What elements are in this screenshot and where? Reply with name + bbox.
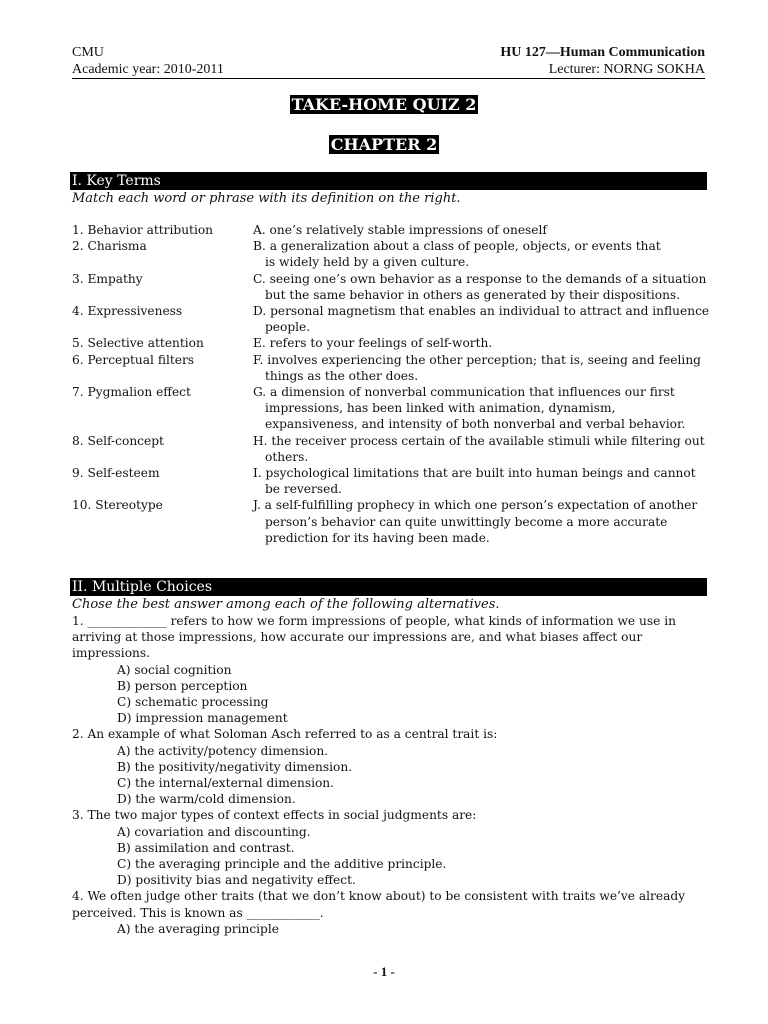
definition-line: people. xyxy=(265,320,311,335)
header-divider xyxy=(72,78,705,79)
page-number: - 1 - xyxy=(373,964,395,979)
question-3 xyxy=(72,807,702,888)
key-term: 7. Pygmalion effect xyxy=(72,385,191,400)
definition-line: be reversed. xyxy=(265,482,342,497)
answer-option: A) the averaging principle xyxy=(117,921,279,936)
section-heading-key-terms: I. Key Terms xyxy=(70,172,707,190)
definition-line: prediction for its having been made. xyxy=(265,530,490,545)
answer-option: C) the averaging principle and the additive principle. xyxy=(117,857,447,872)
definition xyxy=(253,384,722,433)
definition xyxy=(253,335,722,351)
quiz-title xyxy=(0,95,768,114)
answer-option: C) the internal/external dimension. xyxy=(117,776,335,791)
section-instruction-multiple-choices: Chose the best answer among each of the following alternatives. xyxy=(72,597,500,612)
key-term: 6. Perceptual filters xyxy=(72,352,195,367)
definition-line: others. xyxy=(265,449,309,464)
academic-year: Academic year: 2010-2011 xyxy=(72,62,224,77)
answer-option: A) social cognition xyxy=(117,662,232,677)
definition-line: person’s behavior can quite unwittingly become a more accurate xyxy=(265,514,668,529)
course-title: HU 127—Human Communication xyxy=(500,45,705,60)
chapter-title xyxy=(0,135,768,154)
definition xyxy=(253,271,722,303)
key-term-row xyxy=(72,238,722,270)
definition xyxy=(253,222,722,238)
key-term: 2. Charisma xyxy=(72,239,147,254)
definition-line: G. a dimension of nonverbal communication that influences our first xyxy=(253,385,675,400)
question-text: 4. We often judge other traits (that we don’t know about) to be consistent with traits we’ve already xyxy=(72,889,686,904)
definition-line: but the same behavior in others as generated by their dispositions. xyxy=(265,287,681,302)
key-term-row xyxy=(72,352,722,384)
key-term: 1. Behavior attribution xyxy=(72,223,214,237)
institution: CMU xyxy=(72,45,104,60)
key-term-row xyxy=(72,222,722,238)
definition-line: is widely held by a given culture. xyxy=(265,255,470,270)
question-text: 3. The two major types of context effects in social judgments are: xyxy=(72,808,477,823)
definition xyxy=(253,352,722,384)
question-2 xyxy=(72,726,702,807)
definition-line: expansiveness, and intensity of both nonverbal and verbal behavior. xyxy=(265,417,686,432)
key-term-row xyxy=(72,335,722,351)
question-text: impressions. xyxy=(72,646,151,661)
key-term: 4. Expressiveness xyxy=(72,304,183,319)
question-text: 2. An example of what Soloman Asch referred to as a central trait is: xyxy=(72,727,498,742)
answer-option: B) assimilation and contrast. xyxy=(117,840,295,855)
answer-option: C) schematic processing xyxy=(117,695,269,710)
question-text: 1. _____________ refers to how we form impressions of people, what kinds of information we use in xyxy=(72,614,676,628)
header-left xyxy=(72,44,224,78)
definition-line: impressions, has been linked with animation, dynamism, xyxy=(265,401,616,416)
answer-option: B) the positivity/negativity dimension. xyxy=(117,759,353,774)
answer-option: D) positivity bias and negativity effect. xyxy=(117,873,356,888)
question-1 xyxy=(72,613,702,726)
answer-option: A) covariation and discounting. xyxy=(117,824,311,839)
definition xyxy=(253,238,722,270)
key-term-row xyxy=(72,271,722,303)
key-term: 9. Self-esteem xyxy=(72,466,160,481)
definition-line: H. the receiver process certain of the available stimuli while filtering out xyxy=(253,433,705,448)
definition xyxy=(253,497,722,546)
answer-option: B) person perception xyxy=(117,678,248,693)
key-term-row xyxy=(72,497,722,546)
definition-line: F. involves experiencing the other perception; that is, seeing and feeling xyxy=(253,352,701,367)
definition-line: things as the other does. xyxy=(265,368,419,383)
section-heading-multiple-choices: II. Multiple Choices xyxy=(70,578,707,596)
answer-option: A) the activity/potency dimension. xyxy=(117,743,329,758)
key-terms-list xyxy=(72,222,722,546)
multiple-choice-questions xyxy=(72,613,702,937)
question-text: perceived. This is known as ____________. xyxy=(72,905,324,920)
key-term-row xyxy=(72,433,722,465)
definition-line: I. psychological limitations that are built into human beings and cannot xyxy=(253,466,696,481)
definition xyxy=(253,303,722,335)
question-4 xyxy=(72,888,702,937)
key-term: 8. Self-concept xyxy=(72,433,164,448)
definition-line: C. seeing one’s own behavior as a response to the demands of a situation xyxy=(253,271,707,286)
definition-line: B. a generalization about a class of people, objects, or events that xyxy=(253,239,661,254)
answer-option: D) impression management xyxy=(117,711,288,726)
question-text: arriving at those impressions, how accurate our impressions are, and what biases affect our xyxy=(72,630,643,645)
lecturer: Lecturer: NORNG SOKHA xyxy=(548,62,705,77)
key-term-row xyxy=(72,465,722,497)
definition-line: D. personal magnetism that enables an individual to attract and influence xyxy=(253,304,710,319)
key-term: 5. Selective attention xyxy=(72,336,204,351)
key-term-row xyxy=(72,303,722,335)
definition xyxy=(253,433,722,465)
section-instruction-key-terms: Match each word or phrase with its definition on the right. xyxy=(72,191,461,206)
header-right xyxy=(500,44,705,78)
definition-line: A. one’s relatively stable impressions of oneself xyxy=(253,223,547,237)
definition-line: E. refers to your feelings of self-worth. xyxy=(253,336,493,351)
key-term: 10. Stereotype xyxy=(72,498,163,513)
key-term: 3. Empathy xyxy=(72,271,143,286)
definition xyxy=(253,465,722,497)
answer-option: D) the warm/cold dimension. xyxy=(117,792,296,807)
key-term-row xyxy=(72,384,722,433)
chapter-title-text: CHAPTER 2 xyxy=(330,135,438,154)
quiz-title-text: TAKE-HOME QUIZ 2 xyxy=(291,95,477,114)
definition-line: J. a self-fulfilling prophecy in which one person’s expectation of another xyxy=(253,498,698,513)
